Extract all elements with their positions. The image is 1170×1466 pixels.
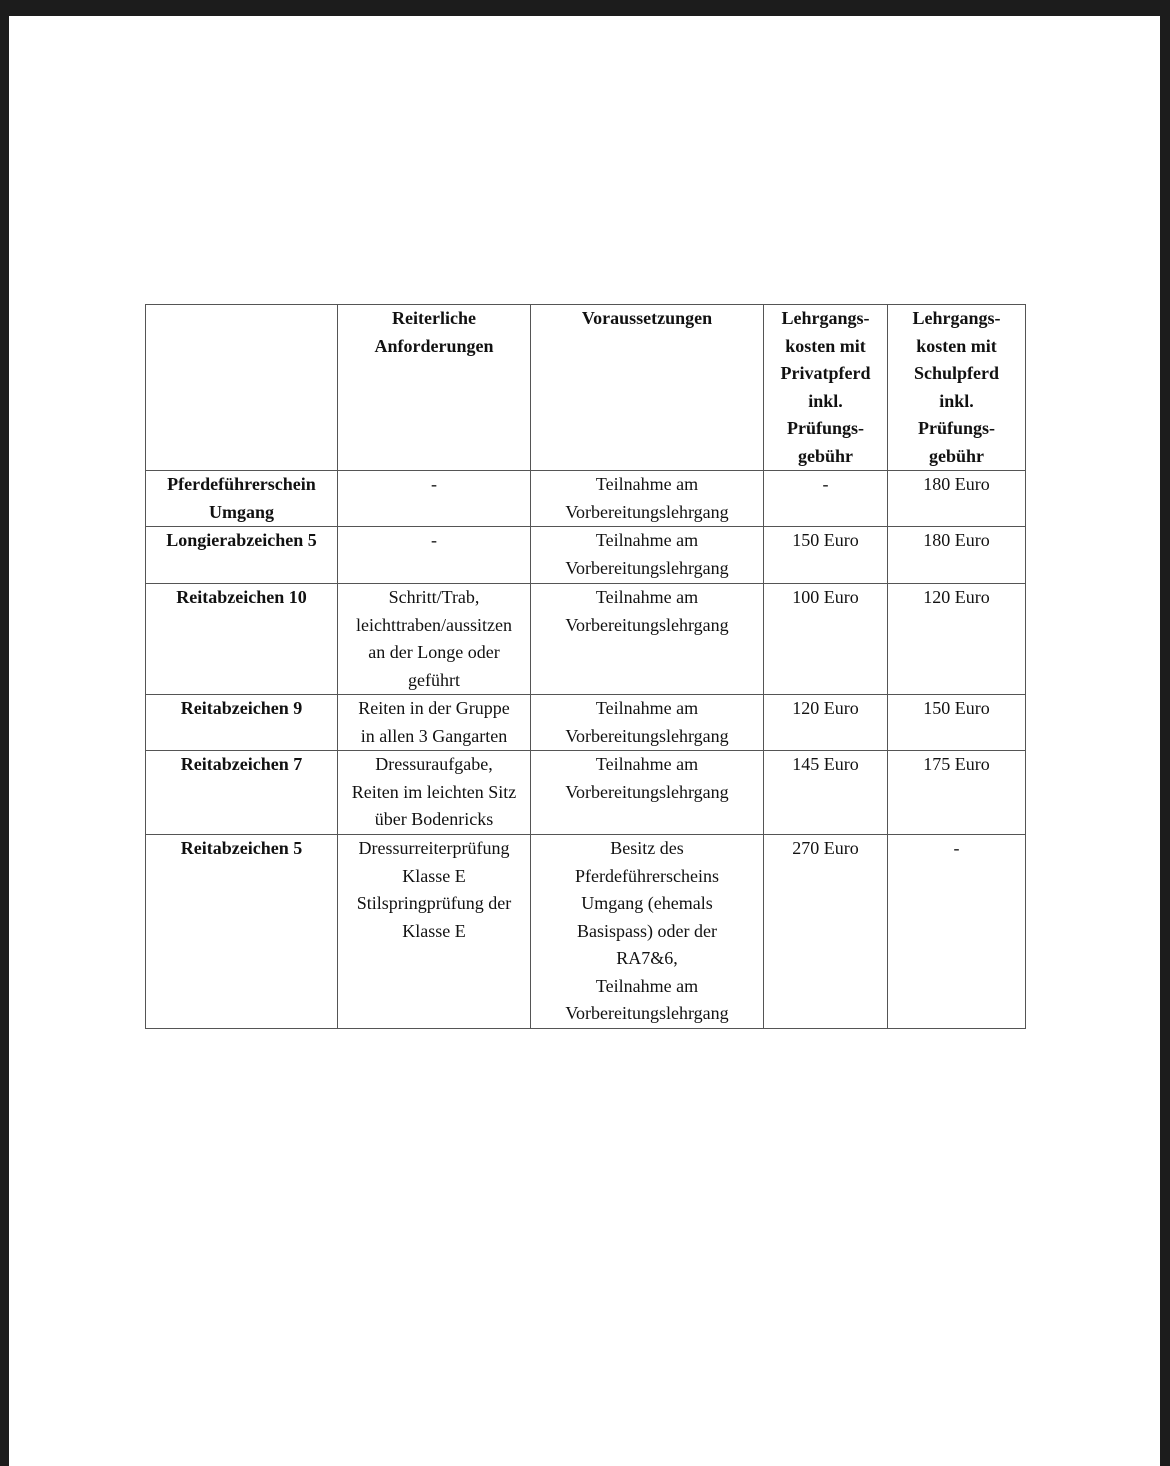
schulpferd-cost-cell: 180 Euro bbox=[888, 471, 1026, 527]
row-name-line: Umgang bbox=[208, 501, 274, 522]
header-text-line: Privatpferd bbox=[780, 363, 871, 383]
privatpferd-cost-cell: 120 Euro bbox=[764, 695, 888, 751]
privatpferd-cost-cell: - bbox=[764, 471, 888, 527]
course-fee-table bbox=[145, 304, 1026, 1029]
anforderungen-line: Stilspringprüfung der bbox=[356, 893, 512, 913]
privatpferd-cost-cell: 150 Euro bbox=[764, 527, 888, 584]
anforderungen-line: Klasse E bbox=[402, 865, 466, 886]
schulpferd-cost-cell: 175 Euro bbox=[888, 751, 1026, 835]
anforderungen-line: - bbox=[431, 474, 437, 494]
row-name-line: Reitabzeichen 5 bbox=[180, 838, 303, 858]
voraussetzungen-line: Vorbereitungslehrgang bbox=[565, 725, 729, 746]
voraussetzungen-line: Vorbereitungslehrgang bbox=[565, 614, 729, 635]
anforderungen-line: Schritt/Trab, bbox=[388, 587, 480, 607]
header-text-line: Schulpferd bbox=[913, 363, 1000, 383]
header-text-line: gebühr bbox=[928, 445, 984, 466]
table-row bbox=[146, 835, 1026, 1029]
header-cell-empty bbox=[146, 305, 338, 471]
row-name-cell bbox=[146, 695, 338, 751]
voraussetzungen-line: Teilnahme am bbox=[595, 587, 699, 607]
header-text-line: kosten mit bbox=[785, 335, 866, 356]
voraussetzungen-line: Vorbereitungslehrgang bbox=[565, 781, 729, 802]
voraussetzungen-cell bbox=[531, 471, 764, 527]
header-text-line: Voraussetzungen bbox=[581, 308, 713, 328]
anforderungen-line: Klasse E bbox=[402, 920, 466, 941]
voraussetzungen-line: Teilnahme am bbox=[595, 698, 699, 718]
table-row bbox=[146, 584, 1026, 695]
anforderungen-line: geführt bbox=[408, 669, 460, 690]
table-row bbox=[146, 527, 1026, 584]
anforderungen-cell bbox=[338, 527, 531, 584]
table-header-row bbox=[146, 305, 1026, 471]
row-name-cell bbox=[146, 527, 338, 584]
voraussetzungen-line: Basispass) oder der bbox=[577, 920, 717, 941]
table-row bbox=[146, 751, 1026, 835]
header-cell-privatpferd bbox=[764, 305, 888, 471]
schulpferd-cost-cell: - bbox=[888, 835, 1026, 1029]
schulpferd-cost-cell: 120 Euro bbox=[888, 584, 1026, 695]
anforderungen-cell bbox=[338, 751, 531, 835]
voraussetzungen-line: Teilnahme am bbox=[595, 975, 699, 996]
anforderungen-line: in allen 3 Gangarten bbox=[360, 725, 508, 746]
table-row bbox=[146, 695, 1026, 751]
voraussetzungen-cell bbox=[531, 584, 764, 695]
voraussetzungen-line: Vorbereitungslehrgang bbox=[565, 557, 729, 578]
voraussetzungen-line: Vorbereitungslehrgang bbox=[565, 501, 729, 522]
header-cell-anforderungen bbox=[338, 305, 531, 471]
header-text-line: inkl. bbox=[939, 390, 974, 411]
viewer-top-bar bbox=[0, 0, 1170, 16]
anforderungen-cell bbox=[338, 584, 531, 695]
document-page bbox=[9, 16, 1160, 1466]
row-name-cell bbox=[146, 471, 338, 527]
anforderungen-cell bbox=[338, 835, 531, 1029]
row-name-cell bbox=[146, 835, 338, 1029]
voraussetzungen-line: Besitz des bbox=[610, 838, 684, 858]
row-name-line: Reitabzeichen 7 bbox=[180, 754, 303, 774]
table-row bbox=[146, 471, 1026, 527]
privatpferd-cost-cell: 145 Euro bbox=[764, 751, 888, 835]
anforderungen-line: Reiten im leichten Sitz bbox=[351, 781, 517, 802]
header-text-line: gebühr bbox=[797, 445, 853, 466]
voraussetzungen-line: Pferdeführerscheins bbox=[575, 865, 719, 886]
header-text-line: Lehrgangs- bbox=[781, 308, 870, 328]
row-name-line: Reitabzeichen 9 bbox=[180, 698, 303, 718]
voraussetzungen-cell bbox=[531, 527, 764, 584]
header-text-line: Prüfungs- bbox=[917, 418, 995, 438]
header-text-line: Reiterliche bbox=[392, 308, 476, 328]
header-text-line: Lehrgangs- bbox=[912, 308, 1001, 328]
voraussetzungen-line: Vorbereitungslehrgang bbox=[565, 1003, 729, 1023]
row-name-cell bbox=[146, 751, 338, 835]
row-name-cell bbox=[146, 584, 338, 695]
row-name-line: Pferdeführerschein bbox=[167, 474, 316, 494]
header-cell-voraussetzungen bbox=[531, 305, 764, 471]
privatpferd-cost-cell: 270 Euro bbox=[764, 835, 888, 1029]
voraussetzungen-line: Umgang (ehemals bbox=[581, 893, 713, 913]
anforderungen-line: über Bodenricks bbox=[374, 809, 494, 829]
voraussetzungen-line: Teilnahme am bbox=[595, 754, 699, 774]
row-name-line: Reitabzeichen 10 bbox=[176, 587, 307, 607]
privatpferd-cost-cell: 100 Euro bbox=[764, 584, 888, 695]
header-text-line: inkl. bbox=[808, 390, 843, 411]
anforderungen-cell bbox=[338, 695, 531, 751]
header-cell-schulpferd bbox=[888, 305, 1026, 471]
anforderungen-line: leichttraben/aussitzen bbox=[356, 614, 512, 635]
anforderungen-line: - bbox=[431, 530, 437, 550]
voraussetzungen-line: Teilnahme am bbox=[595, 530, 699, 550]
anforderungen-line: Dressuraufgabe, bbox=[375, 754, 493, 774]
header-text-line: kosten mit bbox=[916, 335, 997, 356]
voraussetzungen-cell bbox=[531, 751, 764, 835]
schulpferd-cost-cell: 150 Euro bbox=[888, 695, 1026, 751]
anforderungen-cell bbox=[338, 471, 531, 527]
anforderungen-line: an der Longe oder bbox=[368, 642, 500, 662]
voraussetzungen-cell bbox=[531, 695, 764, 751]
header-text-line: Anforderungen bbox=[374, 335, 494, 356]
voraussetzungen-line: Teilnahme am bbox=[595, 474, 699, 494]
header-text-line: Prüfungs- bbox=[786, 418, 864, 438]
anforderungen-line: Dressurreiterprüfung bbox=[358, 838, 510, 858]
voraussetzungen-line: RA7&6, bbox=[616, 948, 678, 968]
schulpferd-cost-cell: 180 Euro bbox=[888, 527, 1026, 584]
row-name-line: Longierabzeichen 5 bbox=[166, 530, 317, 550]
voraussetzungen-cell bbox=[531, 835, 764, 1029]
anforderungen-line: Reiten in der Gruppe bbox=[358, 698, 510, 718]
